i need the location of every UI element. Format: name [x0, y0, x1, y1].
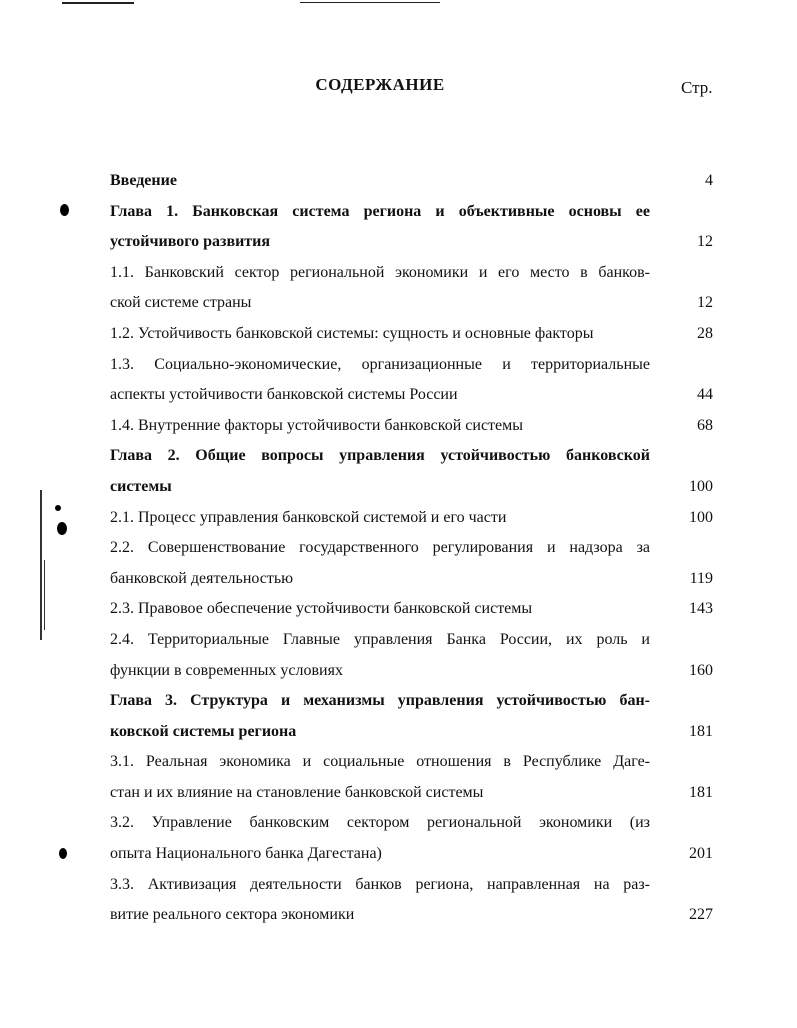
toc-entry-line	[110, 472, 713, 503]
page-number: 181	[689, 783, 713, 801]
toc-entry-line	[110, 441, 713, 472]
ink-blot	[59, 848, 67, 859]
toc-entry-line	[110, 503, 713, 534]
chapter-title: Глава 1. Банковская система региона и объективные основы ее	[110, 202, 650, 220]
toc-entry-line	[110, 870, 713, 901]
section-title: 2.3. Правовое обеспечение устойчивости банковской системы	[110, 600, 533, 618]
toc-entry-line	[110, 227, 713, 258]
toc-entry-line	[110, 839, 713, 870]
toc-entry-line	[110, 288, 713, 319]
chapter-title: устойчивого развития	[110, 233, 271, 251]
page-number: 201	[689, 845, 713, 863]
section-title: функции в современных условиях	[110, 661, 343, 679]
section-title: аспекты устойчивости банковской системы России	[110, 386, 458, 404]
section-title: 1.1. Банковский сектор региональной экономики и его место в банков-	[110, 263, 650, 281]
toc-entry-line	[110, 656, 713, 687]
toc-entry-line	[110, 625, 713, 656]
section-title: 3.2. Управление банковским сектором региональной экономики (из	[110, 814, 650, 832]
section-title: опыта Национального банка Дагестана)	[110, 845, 382, 863]
section-title: 3.3. Активизация деятельности банков региона, направленная на раз-	[110, 875, 650, 893]
toc-entry-line	[110, 380, 713, 411]
scan-edge-line	[40, 490, 42, 640]
chapter-title: Введение	[110, 172, 177, 189]
page-number: 12	[697, 294, 713, 312]
page-number: 4	[705, 172, 713, 189]
scan-top-line	[300, 2, 440, 3]
chapter-title: Глава 2. Общие вопросы управления устойчивостью банковской	[110, 447, 650, 465]
toc-entry-line	[110, 717, 713, 748]
chapter-title: Глава 3. Структура и механизмы управления устойчивостью бан-	[110, 692, 650, 710]
toc-entry-line	[110, 747, 713, 778]
section-title: ской системе страны	[110, 294, 252, 312]
page-title: СОДЕРЖАНИЕ	[315, 75, 445, 94]
section-title: 1.4. Внутренние факторы устойчивости банковской системы	[110, 416, 524, 434]
toc-entry-line	[110, 197, 713, 228]
toc-entry-line	[110, 166, 713, 197]
ink-blot	[60, 204, 69, 216]
section-title: 1.2. Устойчивость банковской системы: сущность и основные факторы	[110, 324, 594, 342]
toc-entry-line	[110, 533, 713, 564]
page-number: 68	[697, 416, 713, 434]
scan-top-line	[62, 2, 134, 4]
page-number: 160	[689, 661, 713, 679]
ink-blot	[55, 505, 61, 511]
toc-entry-line	[110, 808, 713, 839]
page-number: 181	[689, 722, 713, 740]
page-number: 12	[697, 233, 713, 251]
scan-edge-line	[44, 560, 45, 630]
table-of-contents	[110, 166, 713, 931]
toc-entry-line	[110, 319, 713, 350]
page-number: 44	[697, 386, 713, 404]
page-number: 143	[689, 600, 713, 618]
toc-entry-line	[110, 900, 713, 931]
page-number: 28	[697, 324, 713, 342]
section-title: стан и их влияние на становление банковской системы	[110, 783, 484, 801]
page-column-label: Стр.	[681, 78, 713, 97]
toc-entry-line	[110, 778, 713, 809]
ink-blot	[57, 522, 67, 535]
page-number: 100	[689, 477, 713, 495]
section-title: банковской деятельностью	[110, 569, 294, 587]
page-number: 227	[689, 906, 713, 924]
page-number: 119	[689, 569, 713, 587]
toc-entry-line	[110, 411, 713, 442]
page-number: 100	[689, 508, 713, 526]
section-title: витие реального сектора экономики	[110, 906, 355, 924]
section-title: 2.4. Территориальные Главные управления Банка России, их роль и	[110, 630, 650, 648]
toc-entry-line	[110, 564, 713, 595]
chapter-title: ковской системы региона	[110, 722, 297, 740]
toc-entry-line	[110, 686, 713, 717]
chapter-title: системы	[110, 477, 172, 495]
section-title: 3.1. Реальная экономика и социальные отношения в Республике Даге-	[110, 753, 650, 771]
section-title: 1.3. Социально-экономические, организационные и территориальные	[110, 355, 650, 373]
toc-entry-line	[110, 594, 713, 625]
toc-entry-line	[110, 350, 713, 381]
section-title: 2.2. Совершенствование государственного регулирования и надзора за	[110, 539, 650, 557]
toc-entry-line	[110, 258, 713, 289]
section-title: 2.1. Процесс управления банковской системой и его части	[110, 508, 507, 526]
